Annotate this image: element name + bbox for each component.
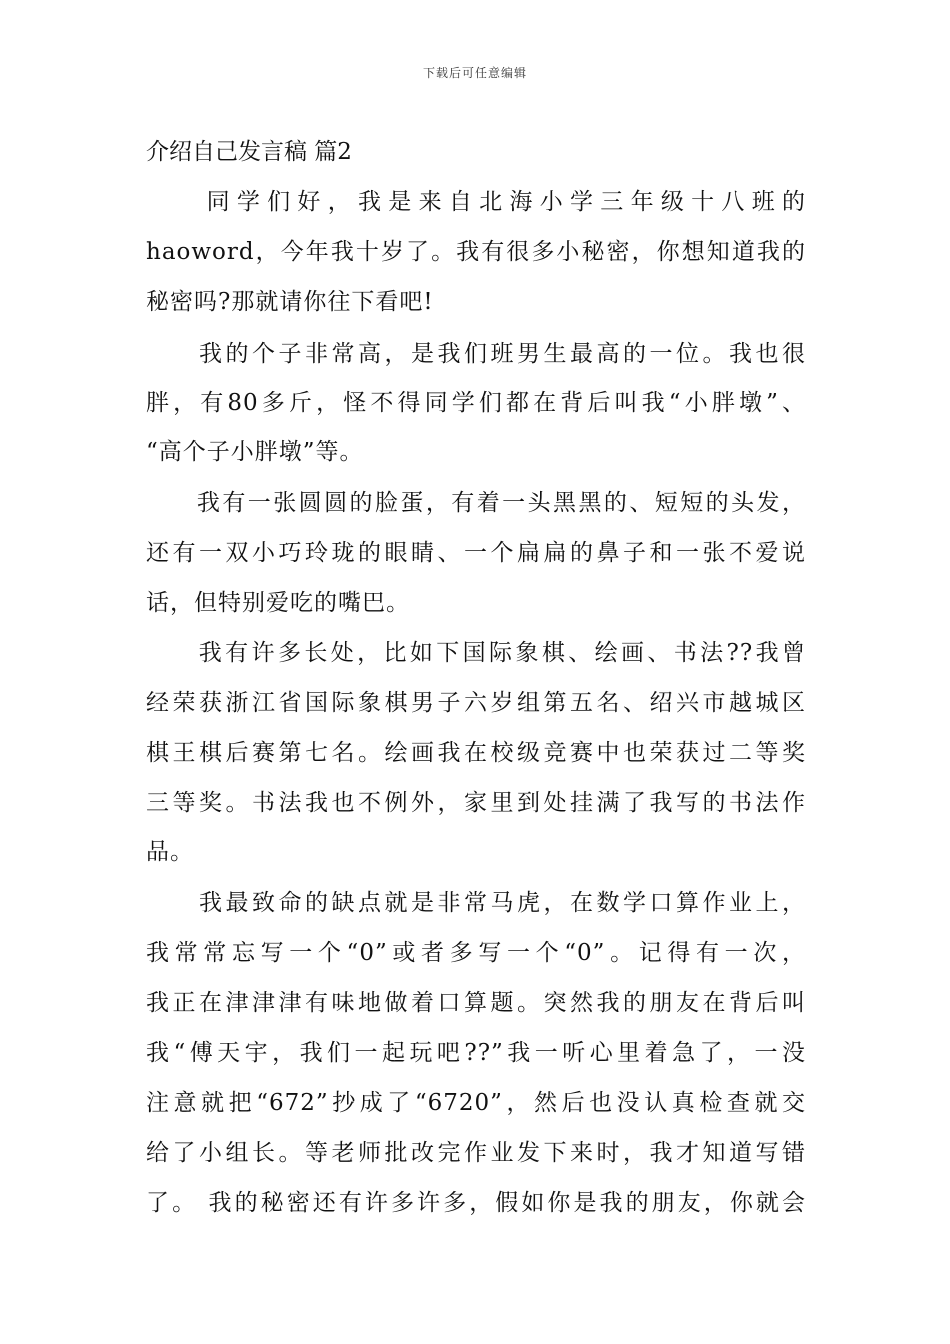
text-line: 品。 [146,839,194,865]
text-line: 同学们好，我是来自北海小学三年级十八班的 [146,189,806,215]
text-line: 我有一张圆圆的脸蛋，有着一头黑黑的、短短的头发， [146,490,806,516]
text-line: 给了小组长。等老师批改完作业发下来时，我才知道写错 [146,1140,806,1166]
text-line: 经荣获浙江省国际象棋男子六岁组第五名、绍兴市越城区 [146,690,806,716]
text-line: 棋王棋后赛第七名。绘画我在校级竞赛中也荣获过二等奖 [146,740,806,766]
text-line: 我常常忘写一个“0”或者多写一个“0”。记得有一次， [146,940,806,966]
text-line: 我“傅天宇，我们一起玩吧??”我一听心里着急了，一没 [146,1040,806,1066]
text-line: 我最致命的缺点就是非常马虎，在数学口算作业上， [146,890,806,916]
text-line: 三等奖。书法我也不例外，家里到处挂满了我写的书法作 [146,790,806,816]
text-line: 注意就把“672”抄成了“6720”，然后也没认真检查就交 [146,1090,806,1116]
page-header: 下载后可任意编辑 [422,66,527,80]
text-line: 我的个子非常高，是我们班男生最高的一位。我也很 [146,341,806,367]
text-line: 话，但特别爱吃的嘴巴。 [146,590,410,616]
text-line: “高个子小胖墩”等。 [146,439,364,465]
text-line: 了。 我的秘密还有许多许多，假如你是我的朋友，你就会 [146,1190,806,1216]
text-line: 我正在津津津有味地做着口算题。突然我的朋友在背后叫 [146,990,806,1016]
text-line: 胖，有80多斤，怪不得同学们都在背后叫我“小胖墩”、 [146,390,806,416]
text-line: haoword，今年我十岁了。我有很多小秘密，你想知道我的 [146,239,806,265]
text-line: 还有一双小巧玲珑的眼睛、一个扁扁的鼻子和一张不爱说 [146,540,806,566]
text-line: 我有许多长处，比如下国际象棋、绘画、书法??我曾 [146,640,806,666]
text-line: 秘密吗?那就请你往下看吧! [146,289,434,315]
document-title: 介绍自己发言稿 篇2 [146,139,352,165]
